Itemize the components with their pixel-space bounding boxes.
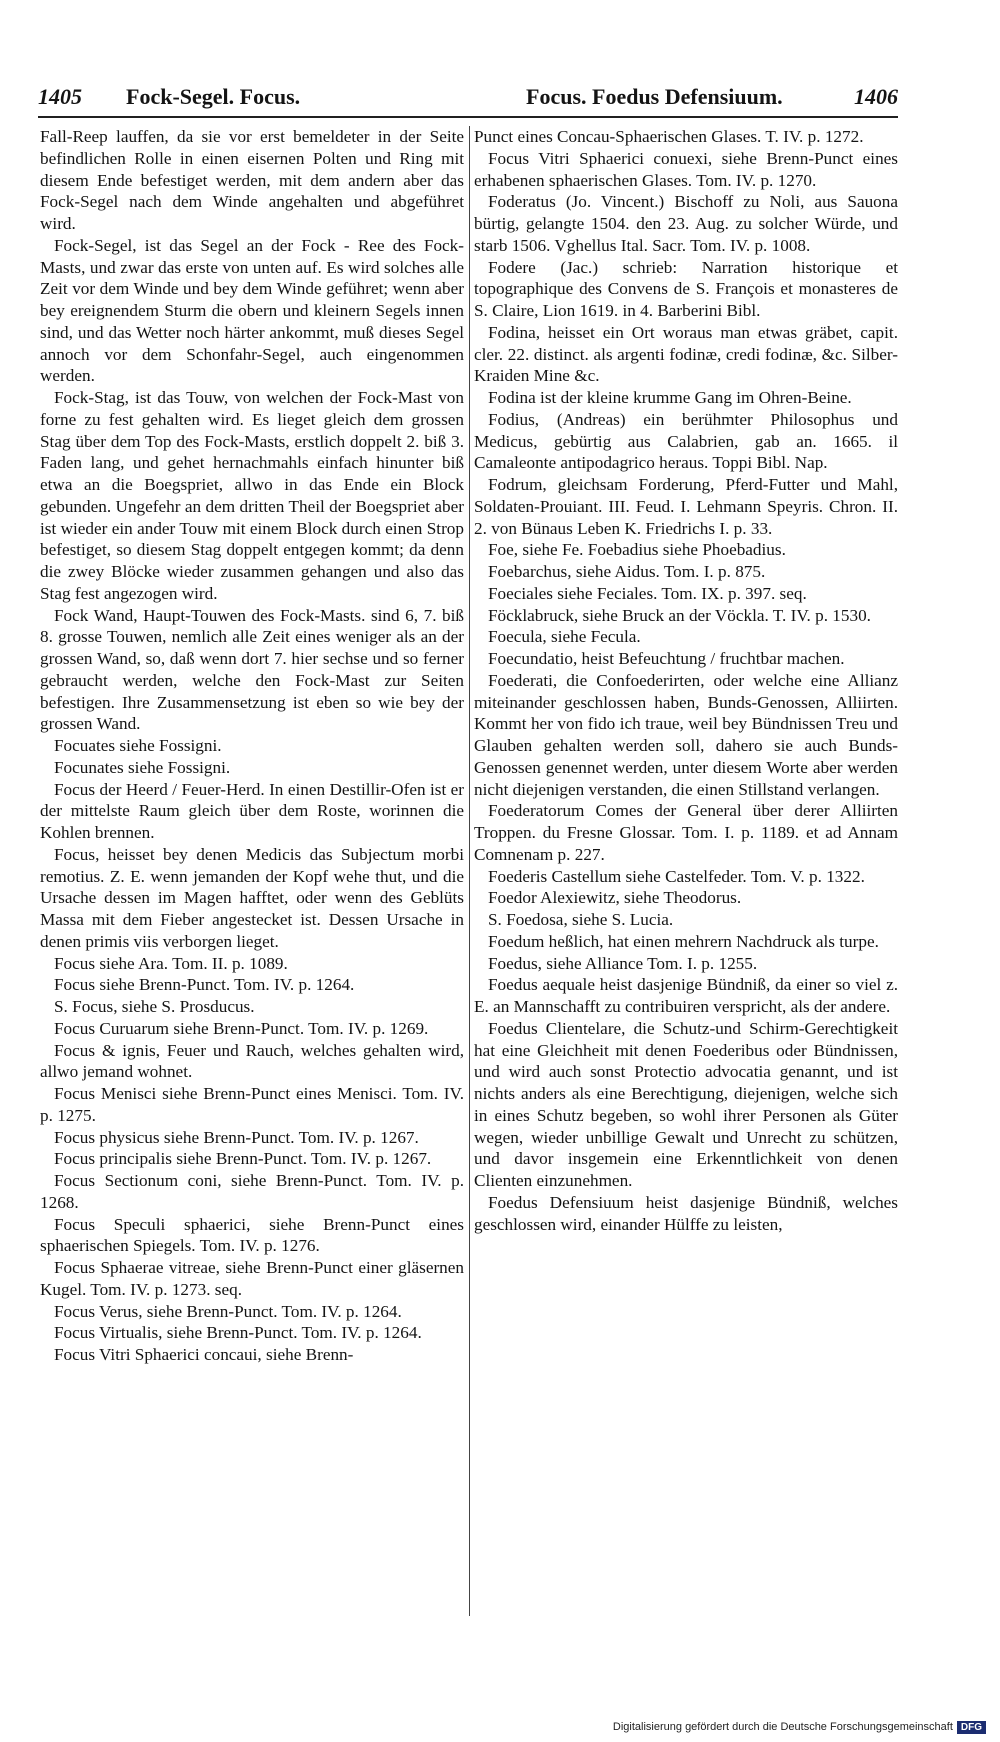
footer-text: Digitalisierung gefördert durch die Deutsche Forschungsgemeinschaft	[612, 1721, 953, 1733]
dictionary-entry: Foedor Alexiewitz, siehe Theodorus.	[488, 888, 742, 908]
dictionary-entry: Focus Verus, siehe Brenn-Punct. Tom. IV. p. 1264.	[54, 1301, 402, 1321]
dictionary-entry: Fock Wand, Haupt-Touwen des Fock-Masts. sind 6, 7. biß 8. grosse Touwen, nemlich alle Zeit eines weniger als an der grossen Wand, so, daß wenn dort 7. hier sechse und so ferner gebraucht werden, welche den Fock-Mast zur Seiten befestigen. Ihre Zusammensetzung ist eben so wie bey der grossen Wand.	[40, 605, 464, 734]
headword-right: Focus. Foedus Defensiuum.	[526, 84, 783, 109]
dictionary-entry: Fodere (Jac.) schrieb: Narration historique et topographique des Convens de S. François et monasteres de S. Claire, Lion 1619. in 4. Barberini Bibl.	[474, 257, 898, 320]
dictionary-entry: Punct eines Concau-Sphaerischen Glases. T. IV. p. 1272.	[474, 127, 864, 146]
dictionary-entry: Focus principalis siehe Brenn-Punct. Tom. IV. p. 1267.	[54, 1149, 432, 1169]
dictionary-entry: Foecula, siehe Fecula.	[488, 627, 641, 647]
dictionary-entry: Focunates siehe Fossigni.	[54, 757, 231, 777]
dictionary-entry: Fodrum, gleichsam Forderung, Pferd-Futter und Mahl, Soldaten-Prouiant. III. Feud. I. Lehmann Speyris. Chron. II. 2. von Bünaus Leben K. Friedrichs I. p. 33.	[474, 475, 898, 538]
dictionary-entry: Focus Virtualis, siehe Brenn-Punct. Tom. IV. p. 1264.	[54, 1323, 422, 1343]
dfg-logo: DFG	[957, 1721, 986, 1734]
running-header	[38, 78, 898, 118]
left-column	[40, 126, 464, 1366]
dictionary-entry: Focus Speculi sphaerici, siehe Brenn-Punct eines sphaerischen Spiegels. Tom. IV. p. 1276.	[40, 1214, 464, 1256]
dictionary-entry: Foederis Castellum siehe Castelfeder. Tom. V. p. 1322.	[488, 866, 865, 886]
dictionary-entry: Focus Sphaerae vitreae, siehe Brenn-Punct einer gläsernen Kugel. Tom. IV. p. 1273. seq.	[40, 1258, 464, 1299]
footer-credit	[613, 1721, 986, 1734]
dictionary-entry: Foedus, siehe Alliance Tom. I. p. 1255.	[488, 953, 758, 973]
dictionary-entry: Foedum heßlich, hat einen mehrern Nachdruck als turpe.	[488, 931, 879, 951]
dictionary-entry: Focus Curuarum siehe Brenn-Punct. Tom. IV. p. 1269.	[54, 1018, 429, 1038]
dictionary-entry: Foe, siehe Fe. Foebadius siehe Phoebadius.	[488, 540, 786, 560]
dictionary-entry: Fodina ist der kleine krumme Gang im Ohren-Beine.	[488, 388, 852, 407]
dictionary-entry: Focus siehe Brenn-Punct. Tom. IV. p. 1264.	[54, 975, 355, 995]
dictionary-entry: Fock-Stag, ist das Touw, von welchen der Fock-Mast von forne zu fest gehalten wird. Es lieget gleich dem grossen Stag über dem Top des Fock-Masts, erstlich doppelt 2. biß 3. Faden lang, und gehet hernachmahls einfach hinunter biß etwa an die Boegspriet, allwo in das Ende ein Block gebunden. Ungefehr an dem dritten Theil der Boegspriet aber ist wieder ein ander Touw mit einem Block durch einen Strop befestiget, so diesem Stag doppelt entgegen kommt; da denn die zwey Blöcke wieder zusammen gehangen und also das Stag fest angezogen wird.	[40, 388, 464, 603]
dictionary-entry: Föcklabruck, siehe Bruck an der Vöckla. T. IV. p. 1530.	[488, 605, 871, 625]
dictionary-entry: Fodina, heisset ein Ort woraus man etwas gräbet, capit. cler. 22. distinct. als argenti fodinæ, credi fodinæ, &c. Silber-Kraiden Mine &c.	[474, 322, 898, 386]
dictionary-entry: Focus der Heerd / Feuer-Herd. In einen Destillir-Ofen ist er der mittelste Raum gleich über dem Roste, worinnen die Kohlen brennen.	[40, 779, 464, 842]
dictionary-entry: Focus physicus siehe Brenn-Punct. Tom. IV. p. 1267.	[54, 1127, 419, 1147]
dictionary-entry: Focus Vitri Sphaerici conuexi, siehe Brenn-Punct eines erhabenen sphaerischen Glases. Tom. IV. p. 1270.	[474, 148, 898, 190]
dictionary-entry: Foederati, die Confoederirten, oder welche eine Allianz miteinander geschlossen haben, Bunds-Genossen, Alliirten. Kommt her von fido ich traue, weil bey Bündnissen Treu und Glauben gehalten werden soll, dahero sie auch Bunds-Genossen genennet werden, unter diesem Worte aber werden nicht diejenigen verstanden, die einen Stillstand verlangen.	[474, 670, 898, 799]
dictionary-entry: Foeciales siehe Feciales. Tom. IX. p. 397. seq.	[488, 583, 807, 603]
dictionary-entry: Foebarchus, siehe Aidus. Tom. I. p. 875.	[488, 562, 766, 581]
dictionary-entry: Fock-Segel, ist das Segel an der Fock - Ree des Fock-Masts, und zwar das erste von unten auf. Es wird solches alle Zeit vor dem Winde und bey dem Winde geführet; wenn aber bey ereignendem Sturm die obern und kleinern Segels innen sind, und das Wetter noch härter ankommt, muß dieses Segel annoch vor dem Schonfahr-Segel, auch eingenommen werden.	[40, 235, 464, 386]
dictionary-entry: S. Focus, siehe S. Prosducus.	[54, 997, 255, 1016]
dictionary-entry: Foederatorum Comes der General über derer Alliirten Troppen. du Fresne Glossar. Tom. I. p. 1189. et ad Annam Comnenam p. 227.	[474, 801, 898, 864]
right-column	[474, 126, 898, 1235]
dictionary-entry: Focus & ignis, Feuer und Rauch, welches gehalten wird, allwo jemand wohnet.	[40, 1040, 464, 1082]
dictionary-entry: Foecundatio, heist Befeuchtung / fruchtbar machen.	[488, 649, 845, 668]
dictionary-entry: Foedus Defensiuum heist dasjenige Bündniß, welches geschlossen wird, einander Hülffe zu leisten,	[474, 1192, 898, 1234]
dictionary-entry: S. Foedosa, siehe S. Lucia.	[488, 910, 674, 929]
dictionary-entry: Foderatus (Jo. Vincent.) Bischoff zu Noli, aus Sauona bürtig, gelangte 1504. den 23. Aug. zu solcher Würde, und starb 1506. Vghellus Ital. Sacr. Tom. IV. p. 1008.	[474, 192, 898, 255]
dictionary-entry: Focuates siehe Fossigni.	[54, 736, 222, 755]
dictionary-entry: Focus Sectionum coni, siehe Brenn-Punct. Tom. IV. p. 1268.	[40, 1171, 464, 1212]
page-number-right: 1406	[854, 84, 898, 109]
dictionary-entry: Fodius, (Andreas) ein berühmter Philosophus und Medicus, gebürtig aus Calabrien, gab an. 1665. il Camaleonte antipodagrico heraus. Toppi Bibl. Nap.	[474, 409, 898, 473]
dictionary-entry: Foedus aequale heist dasjenige Bündniß, da einer so viel z. E. an Mannschafft zu contribuiren verspricht, als der andere.	[474, 975, 898, 1016]
dictionary-entry: Fall-Reep lauffen, da sie vor erst bemeldeter in der Seite befindlichen Rolle in einen eisernen Polten und Ring mit diesem Ende befestiget werden, mit dem andern aber das Fock-Segel nach dem Winde angehalten und abgeführet wird.	[40, 127, 464, 233]
dictionary-entry: Focus Vitri Sphaerici concaui, siehe Brenn-	[54, 1345, 354, 1364]
column-divider	[469, 126, 470, 1616]
header-rule	[38, 116, 898, 118]
dictionary-entry: Focus, heisset bey denen Medicis das Subjectum morbi remotius. Z. E. wenn jemanden der Kopf wehe thut, und die Ursache dessen im Magen hafftet, oder wenn des Geblüts Massa mit dem Fieber angestecket ist. Dessen Ursache in denen primis viis verborgen lieget.	[40, 844, 464, 951]
dictionary-entry: Focus siehe Ara. Tom. II. p. 1089.	[54, 953, 288, 973]
headword-left: Fock-Segel. Focus.	[126, 84, 301, 109]
page-number-left: 1405	[38, 84, 82, 109]
dictionary-entry: Foedus Clientelare, die Schutz-und Schirm-Gerechtigkeit hat eine Gleichheit mit denen Foederibus oder Bündnissen, und wird auch sonst Protectio advocatia genannt, und ist nichts anders als eine Berechtigung, diejenigen, welche sich in eines Schutz begeben, so wohl ihrer Personen als Güter wegen, wieder unbillige Gewalt und Unrecht zu schützen, und davor insgemein eine Erkenntlichkeit von denen Clienten einzunehmen.	[474, 1018, 898, 1190]
dictionary-entry: Focus Menisci siehe Brenn-Punct eines Menisci. Tom. IV. p. 1275.	[40, 1084, 464, 1125]
